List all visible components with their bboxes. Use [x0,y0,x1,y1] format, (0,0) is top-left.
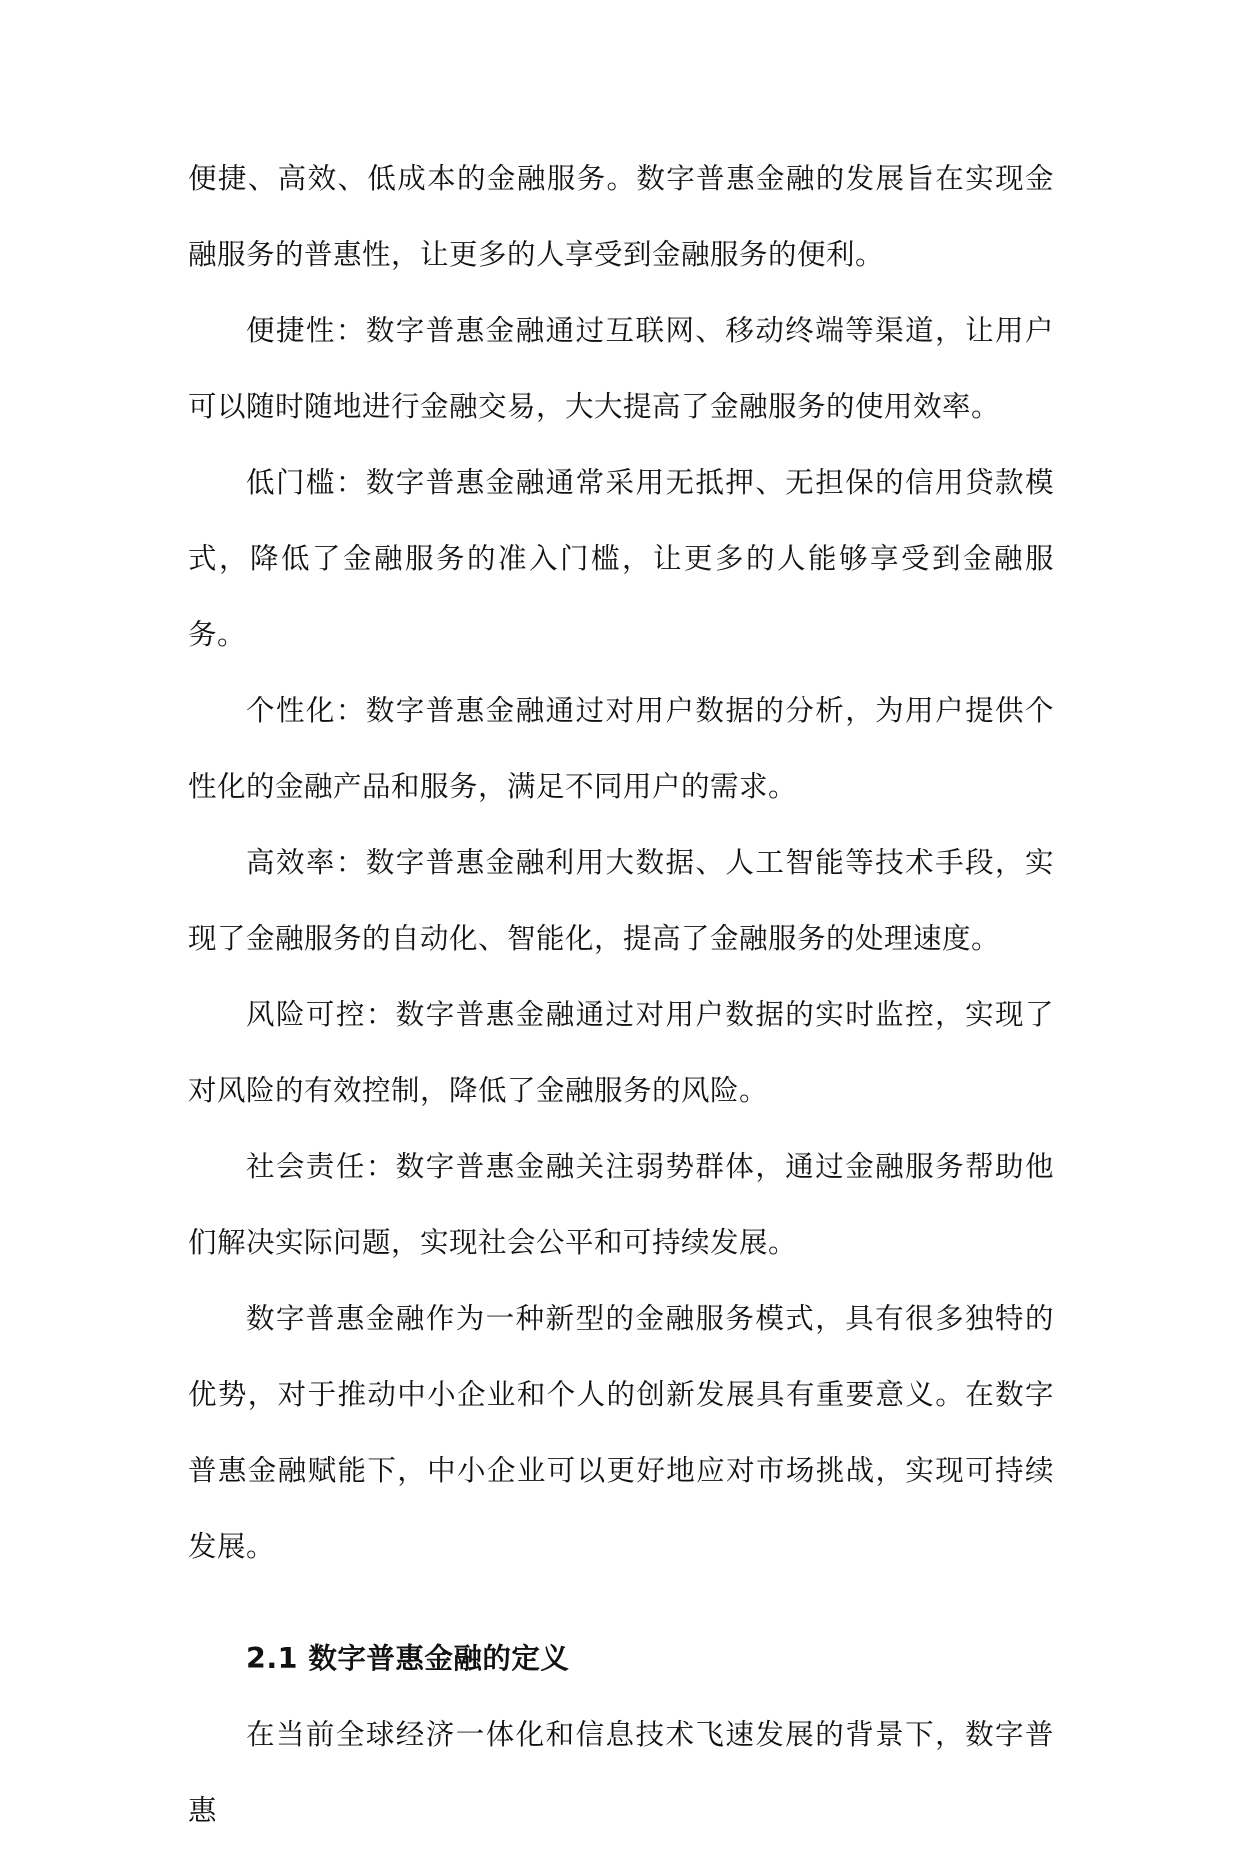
paragraph-risk-control: 风险可控：数字普惠金融通过对用户数据的实时监控，实现了对风险的有效控制，降低了金融服务的风险。 [188,998,1054,1107]
paragraph-social-responsibility: 社会责任：数字普惠金融关注弱势群体，通过金融服务帮助他们解决实际问题，实现社会公平和可持续发展。 [188,1150,1054,1259]
paragraph-summary: 数字普惠金融作为一种新型的金融服务模式，具有很多独特的优势，对于推动中小企业和个人的创新发展具有重要意义。在数字普惠金融赋能下，中小企业可以更好地应对市场挑战，实现可持续发展。 [188,1302,1054,1563]
paragraph-continuation: 便捷、高效、低成本的金融服务。数字普惠金融的发展旨在实现金融服务的普惠性，让更多的人享受到金融服务的便利。 [188,162,1054,271]
paragraph-high-efficiency: 高效率：数字普惠金融利用大数据、人工智能等技术手段，实现了金融服务的自动化、智能化，提高了金融服务的处理速度。 [188,846,1054,955]
section-heading: 2.1 数字普惠金融的定义 [246,1642,570,1675]
paragraph-personalization: 个性化：数字普惠金融通过对用户数据的分析，为用户提供个性化的金融产品和服务，满足不同用户的需求。 [188,694,1054,803]
paragraph-convenience: 便捷性：数字普惠金融通过互联网、移动终端等渠道，让用户可以随时随地进行金融交易，大大提高了金融服务的使用效率。 [188,314,1054,423]
paragraph-low-threshold: 低门槛：数字普惠金融通常采用无抵押、无担保的信用贷款模式，降低了金融服务的准入门槛，让更多的人能够享受到金融服务。 [188,466,1054,651]
document-body [188,141,1054,1849]
paragraph-section-intro: 在当前全球经济一体化和信息技术飞速发展的背景下，数字普惠 [188,1718,1054,1827]
